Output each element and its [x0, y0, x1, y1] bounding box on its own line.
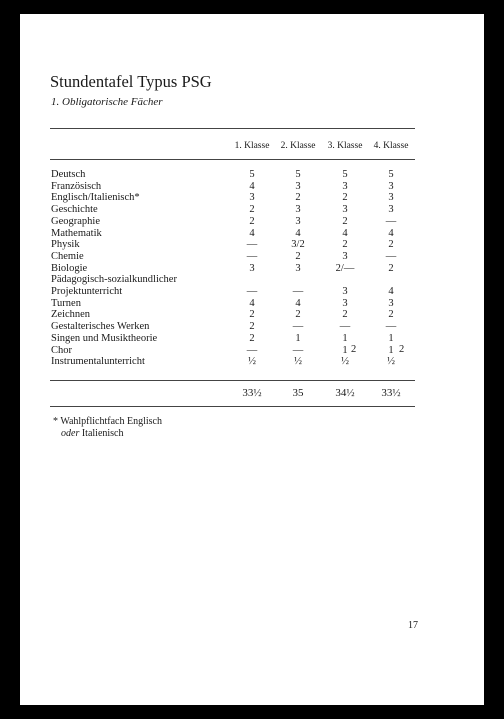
subject-label: Physik: [51, 239, 80, 251]
total-col-4: 33½: [381, 387, 401, 399]
hours-cell: 2: [342, 192, 348, 204]
hours-cell: 3/2: [291, 239, 305, 251]
hours-cell: 3: [295, 180, 301, 192]
subject-label: Chemie: [51, 250, 84, 262]
hours-cell: 2: [295, 250, 301, 262]
hours-cell: 5: [295, 169, 301, 180]
column-header-1: 1. Klasse: [234, 141, 270, 151]
subject-label: Gestalterisches Werken: [51, 321, 150, 333]
hours-cell: 3: [342, 204, 348, 216]
hours-cell: 3: [249, 262, 255, 274]
hours-cell: 2: [342, 239, 348, 251]
hours-cell: 3: [388, 204, 394, 216]
hours-cell: 3: [342, 180, 348, 192]
subject-label: Deutsch: [51, 169, 86, 180]
hours-cell: 2: [249, 332, 255, 344]
column-header-2: 2. Klasse: [280, 141, 316, 151]
subject-label: Instrumentalunterricht: [51, 356, 145, 368]
subject-label: Englisch/Italienisch*: [51, 192, 140, 204]
hours-cell: 3: [388, 180, 394, 192]
column-header-4: 4. Klasse: [373, 141, 409, 151]
page-title: Stundentafel Typus PSG: [50, 72, 212, 91]
hours-cell: 1: [342, 344, 348, 356]
hours-cell: ½: [341, 356, 349, 368]
subject-label: Turnen: [51, 297, 81, 309]
subject-label: Geschichte: [51, 204, 98, 216]
hours-cell: 2: [388, 262, 394, 274]
hours-cell: 3: [342, 286, 348, 297]
subject-label: Französisch: [51, 180, 102, 192]
subject-label: Projektunterricht: [51, 286, 123, 297]
hours-cell: 1: [388, 344, 394, 356]
hours-cell: —: [292, 286, 304, 297]
subject-label: Biologie: [51, 262, 88, 274]
hours-cell: 2: [388, 309, 394, 321]
subject-label: Geographie: [51, 215, 100, 227]
hours-cell: 2: [249, 321, 255, 333]
hours-cell: —: [385, 250, 397, 262]
page-number: 17: [408, 620, 418, 631]
column-header-3: 3. Klasse: [327, 141, 363, 151]
hours-cell: —: [246, 239, 258, 251]
hours-cell: 3: [388, 297, 394, 309]
hours-cell: 2: [342, 215, 348, 227]
hours-cell: ½: [387, 356, 395, 368]
hours-cell: —: [385, 321, 397, 333]
document-page: [20, 14, 484, 705]
hours-cell: —: [292, 321, 304, 333]
table-top-rule: [50, 128, 415, 129]
hours-cell: 3: [295, 204, 301, 216]
hours-cell: 3: [342, 250, 348, 262]
hours-cell: 2: [249, 204, 255, 216]
hours-cell: 5: [249, 169, 255, 180]
combined-music-col3: 2: [351, 344, 357, 355]
hours-cell: 2: [295, 309, 301, 321]
hours-cell: —: [385, 215, 397, 227]
hours-cell: 4: [249, 180, 255, 192]
hours-cell: 1: [295, 332, 301, 344]
total-bottom-rule: [50, 406, 415, 407]
hours-cell: 3: [388, 192, 394, 204]
subject-label: Mathematik: [51, 227, 102, 239]
total-top-rule: [50, 380, 415, 381]
hours-cell: 2: [295, 192, 301, 204]
hours-cell: —: [292, 344, 304, 356]
header-bottom-rule: [50, 159, 415, 160]
footnote: * Wahlpflichtfach Englisch: [53, 416, 162, 427]
hours-cell: 5: [342, 169, 348, 180]
footnote-continuation: [61, 428, 124, 439]
hours-cell: —: [339, 321, 351, 333]
section-subtitle: 1. Obligatorische Fächer: [51, 96, 163, 108]
hours-cell: 4: [295, 297, 301, 309]
footnote-rest: Italienisch: [79, 428, 124, 439]
hours-cell: 3: [295, 262, 301, 274]
subject-label: Singen und Musiktheorie: [51, 332, 158, 344]
hours-cell: 2: [342, 309, 348, 321]
hours-cell: 5: [388, 169, 394, 180]
hours-cell: 2: [388, 239, 394, 251]
hours-cell: 3: [249, 192, 255, 204]
hours-cell: 3: [295, 215, 301, 227]
hours-cell: —: [246, 344, 258, 356]
hours-cell: 2/—: [335, 262, 355, 274]
hours-cell: 3: [342, 297, 348, 309]
subject-label: Chor: [51, 344, 72, 356]
hours-cell: 1: [342, 332, 348, 344]
hours-cell: ½: [294, 356, 302, 368]
hours-cell: 2: [249, 215, 255, 227]
hours-cell: ½: [248, 356, 256, 368]
hours-cell: —: [246, 286, 258, 297]
subject-label: Pädagogisch-sozialkundlicher: [51, 274, 177, 286]
subject-label: Zeichnen: [51, 309, 91, 321]
hours-cell: —: [246, 250, 258, 262]
hours-cell: 4: [249, 227, 255, 239]
hours-cell: 1: [388, 332, 394, 344]
hours-cell: 4: [249, 297, 255, 309]
hours-cell: 4: [295, 227, 301, 239]
hours-cell: 2: [249, 309, 255, 321]
total-col-2: 35: [292, 387, 304, 399]
footnote-oder: oder: [61, 428, 80, 439]
hours-cell: 4: [342, 227, 348, 239]
combined-music-col4: 2: [399, 344, 405, 355]
hours-cell: 4: [388, 227, 394, 239]
hours-cell: 4: [388, 286, 394, 297]
total-col-1: 33½: [242, 387, 262, 399]
total-col-3: 34½: [335, 387, 355, 399]
